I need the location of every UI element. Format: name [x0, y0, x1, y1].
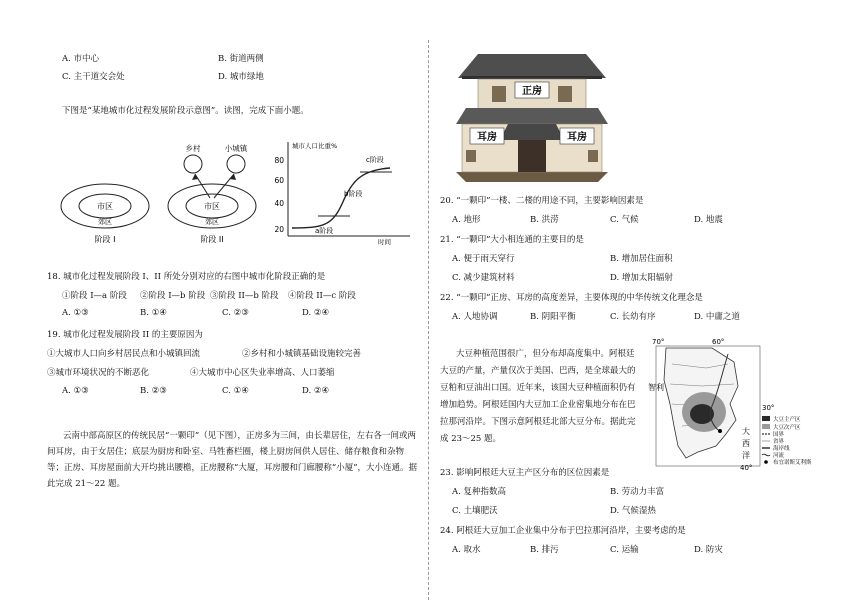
chile-label: 智利: [648, 383, 664, 392]
q19-option-a[interactable]: A. ①③: [62, 386, 89, 396]
middle-roof: [456, 108, 608, 124]
q19-option-d[interactable]: D. ②④: [302, 386, 330, 396]
stage1-city-label: 市区: [97, 202, 113, 211]
q23-option-c[interactable]: C. 土壤肥沃: [452, 506, 498, 516]
q18-option-c[interactable]: C. ②③: [222, 308, 249, 318]
q20-option-d[interactable]: D. 地震: [694, 215, 723, 225]
q18-option-b[interactable]: B. ①④: [140, 308, 167, 318]
legend-river: 河流: [773, 453, 785, 459]
urbanization-diagram: [60, 136, 420, 248]
q22-option-b[interactable]: B. 阴阳平衡: [530, 312, 576, 322]
main-roof: [458, 54, 606, 78]
q22-option-a[interactable]: A. 人地协调: [452, 312, 498, 322]
main-house-label: 正房: [522, 86, 542, 97]
left-wing-label: 耳房: [477, 132, 497, 143]
q24-option-c[interactable]: C. 运输: [610, 545, 639, 555]
stage2-suburb-label: 郊区: [205, 218, 219, 226]
graph-xlabel: 时间: [378, 238, 391, 246]
y-tick-40: 40: [274, 199, 284, 208]
y-tick-80: 80: [274, 156, 284, 165]
q19-option-c[interactable]: C. ①④: [222, 386, 249, 396]
stage1-label: 阶段 I: [94, 235, 116, 244]
town-label: 小城镇: [224, 144, 248, 153]
q19-option-b[interactable]: B. ②③: [140, 386, 167, 396]
q18-option-d[interactable]: D. ②④: [302, 308, 330, 318]
legend-province: 省界: [773, 439, 785, 445]
right-wing-label: 耳房: [567, 132, 587, 143]
wing-window-right: [588, 150, 598, 162]
village-label: 乡村: [185, 144, 201, 153]
legend-main-swatch: [762, 416, 770, 421]
q20-option-c[interactable]: C. 气候: [610, 215, 639, 225]
q21-option-a[interactable]: A. 便于雨天穿行: [452, 254, 515, 264]
legend-main: 大豆主产区: [773, 417, 801, 423]
q24-option-d[interactable]: D. 防灾: [694, 545, 723, 555]
y-tick-60: 60: [274, 176, 284, 185]
yikeyin-house-image: [448, 44, 616, 184]
y-tick-20: 20: [274, 225, 284, 234]
q21-stem: 21. “一颗印”大小相连通的主要目的是: [440, 235, 584, 245]
town-circle: [227, 155, 245, 173]
village-circle: [184, 155, 202, 173]
stage1-suburb-label: 郊区: [98, 218, 112, 226]
q24-option-a[interactable]: A. 取水: [452, 545, 481, 555]
stage2-label: 阶段 II: [200, 235, 224, 244]
lat-30-label: 30°: [762, 404, 775, 412]
legend-city-swatch: [764, 460, 768, 464]
q22-option-d[interactable]: D. 中庸之道: [694, 312, 740, 322]
urbanization-s-curve: [292, 168, 390, 228]
option-b[interactable]: B. 街道两侧: [218, 54, 264, 64]
legend-secondary: 大豆次产区: [773, 425, 801, 431]
ocean-label-1: 大: [742, 427, 750, 436]
legend-coast: 海岸线: [773, 446, 790, 452]
lon-60-label: 60°: [712, 338, 725, 346]
q20-option-b[interactable]: B. 洪涝: [530, 215, 559, 225]
q19-item-3: ③城市环境状况的不断恶化: [47, 368, 150, 378]
q18-item-3: ③阶段 II—b 阶段: [210, 291, 279, 301]
q18-item-2: ②阶段 I—b 阶段: [140, 291, 206, 301]
q22-option-c[interactable]: C. 长幼有序: [610, 312, 656, 322]
window-left: [492, 86, 506, 102]
q23-option-a[interactable]: A. 复种指数高: [452, 487, 507, 497]
option-d[interactable]: D. 城市绿地: [218, 72, 264, 82]
urbanization-intro: 下图是“某地城市化过程发展阶段示意图”。读图，完成下面小题。: [62, 106, 309, 116]
q19-item-4: ④大城市中心区失业率增高、人口萎缩: [190, 368, 335, 378]
q19-stem: 19. 城市化过程发展阶段 II 的主要原因为: [47, 330, 203, 340]
q18-stem: 18. 城市化过程发展阶段 I、II 所处分别对应的右图中城市化阶段正确的是: [47, 272, 326, 282]
q18-item-4: ④阶段 II—c 阶段: [288, 291, 356, 301]
main-roof-eave: [462, 76, 602, 79]
lat-40-label: 40°: [740, 464, 753, 472]
q21-option-c[interactable]: C. 减少建筑材料: [452, 273, 515, 283]
q18-option-a[interactable]: A. ①③: [62, 308, 89, 318]
q24-stem: 24. 阿根廷大豆加工企业集中分布于巴拉那河沿岸，主要考虑的是: [440, 526, 686, 536]
column-divider: [428, 40, 429, 600]
soy-passage: 大豆种植范围很广，但分布却高度集中。阿根廷大豆的产量，产量仅次于美国、巴西，是全球最大的豆粕和豆油出口国。近年来，该国大豆种植面积仍有增加趋势。阿根廷国内大豆加工企业密集地分布在巴拉那河沿岸。下图示意阿根廷北部大豆分布。据此完成 23～25 题。: [440, 349, 636, 444]
gate-roof: [500, 124, 564, 140]
legend-river-swatch: [762, 454, 770, 456]
q24-option-b[interactable]: B. 排污: [530, 545, 559, 555]
option-a[interactable]: A. 市中心: [62, 54, 100, 64]
q21-option-b[interactable]: B. 增加居住面积: [610, 254, 673, 264]
q23-stem: 23. 影响阿根廷大豆主产区分布的区位因素是: [440, 468, 610, 478]
q19-item-2: ②乡村和小城镇基础设施较完善: [242, 349, 362, 359]
legend-city: 布宜诺斯艾利斯: [773, 460, 812, 466]
q19-item-1: ①大城市人口向乡村居民点和小城镇回流: [47, 349, 201, 359]
gate-door[interactable]: [518, 140, 546, 172]
lon-70-label: 70°: [652, 338, 665, 346]
q18-item-1: ①阶段 I—a 阶段: [62, 291, 127, 301]
phase-c-label: c阶段: [366, 156, 384, 164]
q23-option-b[interactable]: B. 劳动力丰富: [610, 487, 665, 497]
graph-ylabel: 城市人口比重%: [292, 142, 338, 150]
wing-window-left: [466, 150, 476, 162]
ground-base: [456, 172, 608, 182]
ocean-label-3: 洋: [742, 451, 750, 460]
window-right: [558, 86, 572, 102]
buenos-aires-dot: [718, 429, 722, 433]
legend-border: 国界: [773, 432, 785, 438]
q21-option-d[interactable]: D. 增加太阳辐射: [610, 273, 673, 283]
phase-b-label: b阶段: [344, 190, 363, 198]
phase-a-label: a阶段: [315, 227, 334, 235]
stage2-city-label: 市区: [204, 202, 220, 211]
ocean-label-2: 西: [742, 439, 750, 448]
legend-secondary-swatch: [762, 424, 770, 429]
argentina-soy-map: [642, 334, 820, 472]
q20-option-a[interactable]: A. 地形: [452, 215, 481, 225]
yikeyin-passage: 云南中部高原区的传统民居“一颗印”（见下图），正房多为三间，由长辈居住，左右各一间或两间耳房，由于女居住；底层为厨房和卧室、马牲畜栏圈，楼上厨房间供人居住、储存粮食和杂物等；正房、耳房屋面前大开均挑出腰檐，正房腰称“大厦，耳房腰和门廊腰称“小厦”，大小连通。据此完成 21～22 题。: [47, 431, 418, 489]
q23-option-d[interactable]: D. 气候湿热: [610, 506, 656, 516]
q20-stem: 20. “一颗印”一楼、二楼的用途不同，主要影响因素是: [440, 196, 644, 206]
option-c[interactable]: C. 主干道交会处: [62, 72, 125, 82]
q22-stem: 22. “一颗印”正房、耳房的高度差异，主要体现的中华传统文化理念是: [440, 293, 703, 303]
